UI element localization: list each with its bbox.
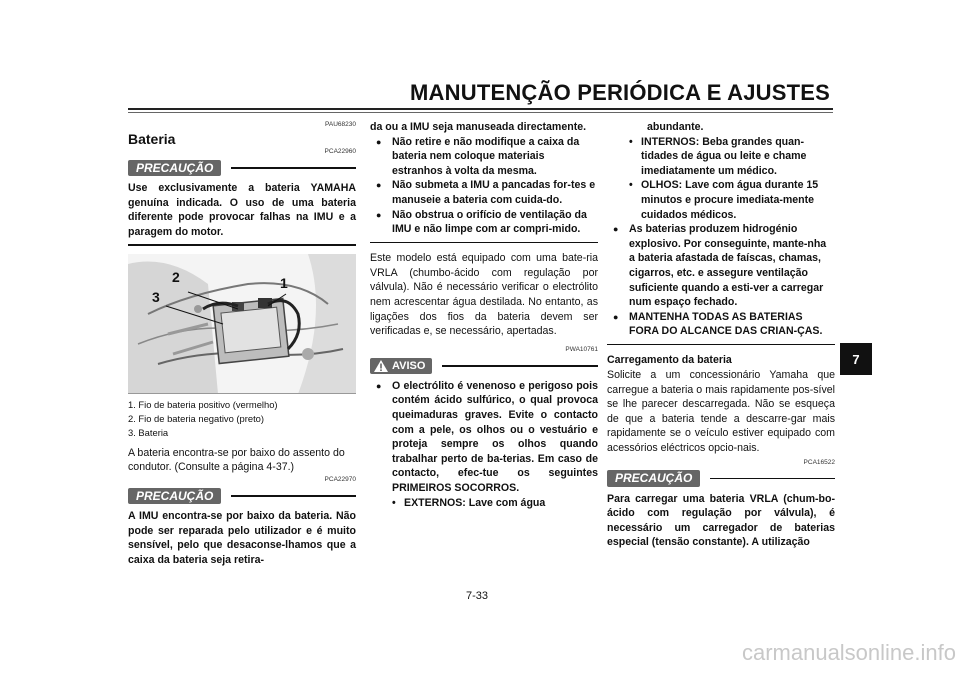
caution-label: PRECAUÇÃO <box>128 160 221 177</box>
reference-code: PWA10761 <box>565 345 598 353</box>
callout-1: 1 <box>280 274 288 291</box>
page-header-title: MANUTENÇÃO PERIÓDICA E AJUSTES <box>410 80 830 105</box>
watermark: carmanualsonline.info <box>741 640 956 665</box>
section-title: Bateria <box>128 131 176 147</box>
reference-code: PAU68230 <box>325 121 356 128</box>
caption-item: 2. Fio de bateria negativo (preto) <box>128 412 265 424</box>
photo-captions <box>128 398 356 440</box>
caution-text: Use exclusivamente a bateria YAMAHA genuína indicada. O uso de uma bateria diferente pode provocar falhas na IMU e a paragem do motor. <box>128 182 356 238</box>
caution-rule <box>710 478 835 480</box>
caption-item: 1. Fio de bateria positivo (vermelho) <box>128 398 278 410</box>
paragraph: Este modelo está equipado com uma bate-ria VRLA (chumbo-ácido com regulação por válvula). Não é necessário verificar o electrólito nem acrescentar água destilada. No entanto, as ligações dos fios da bateria devem ser verificadas e, se necessário, apertadas. <box>370 252 598 338</box>
reference-code: PCA16522 <box>803 458 835 466</box>
reference-code: PCA22970 <box>324 476 356 484</box>
caution-banner <box>607 469 835 489</box>
warning-continuation: abundante. <box>647 121 704 133</box>
warning-bullet: ● MANTENHA TODAS AS BATERIAS FORA DO ALCANCE DAS CRIAN-ÇAS. <box>607 310 835 339</box>
caution-label: PRECAUÇÃO <box>607 470 700 487</box>
caution-rule <box>231 495 356 497</box>
caution-text: A IMU encontra-se por baixo da bateria. Não pode ser reparada pelo utilizador e é muito sensível, pelo que desaconse-lhamos que a caixa da bateria seja retira- <box>128 510 356 566</box>
column-1 <box>128 120 356 567</box>
battery-photo-illustration <box>128 254 356 394</box>
warning-bullet: ● O electrólito é venenoso e perigoso pois contém ácido sulfúrico, o qual provoca queimaduras graves. Evite o contacto com a pele, os olhos ou o vestuário e proteja sempre os olhos quando trabalhar perto de ba-terias. Em caso de contacto, efec-tue os seguintes PRIMEIROS SOCORROS. <box>370 379 598 496</box>
paragraph: Solicite a um concessionário Yamaha que carregue a bateria o mais rapidamente pos-sível se lhe parecer descarregada. Não se esqueça de que a bateria tende a descarre-gar mais rapidamente se o veículo estiver equipado com acessórios eléctricos opcio-nais. <box>607 369 835 454</box>
caution-bullet: ● Não retire e não modifique a caixa da bateria nem coloque materiais estranhos à volta da mesma. <box>370 135 598 179</box>
header-rule <box>128 108 833 110</box>
caution-end-rule <box>128 244 356 246</box>
warning-label: AVISO <box>392 359 426 372</box>
warning-rule <box>442 365 598 367</box>
warning-banner <box>370 356 598 376</box>
subheading: Carregamento da bateria <box>607 354 732 367</box>
caution-rule <box>231 167 356 169</box>
warning-end-rule <box>607 344 835 346</box>
caution-continuation: da ou a IMU seja manuseada directamente. <box>370 121 587 133</box>
caution-banner <box>128 158 356 178</box>
callout-2: 2 <box>172 268 180 285</box>
warning-bullet: ● As baterias produzem hidrogénio explosivo. Por conseguinte, mante-nha a bateria afastada de faíscas, chamas, cigarros, etc. e assegure ventilação suficiente quando a esti-ver a carregar num espaço fechado. <box>607 222 835 310</box>
caution-text: Para carregar uma bateria VRLA (chum-bo-ácido com regulação por válvula), é necessário um carregador de baterias especial (tensão constante). A utilização <box>607 492 835 549</box>
warning-triangle-icon <box>374 360 388 372</box>
warning-sub-bullet: • EXTERNOS: Lave com água <box>370 496 598 511</box>
caution-bullet: ● Não submeta a IMU a pancadas for-tes e manuseie a bateria com cuida-do. <box>370 178 598 207</box>
warning-sub-bullet: • INTERNOS: Beba grandes quan-tidades de água ou leite e chame imediatamente um médico. <box>607 135 835 179</box>
paragraph: A bateria encontra-se por baixo do assento do condutor. (Consulte a página 4-37.) <box>128 446 345 474</box>
caution-bullet: ● Não obstrua o orifício de ventilação da IMU e não limpe com ar compri-mido. <box>370 208 598 237</box>
page-number: 7-33 <box>466 590 489 602</box>
warning-sub-bullet: • OLHOS: Lave com água durante 15 minutos e procure imediata-mente cuidados médicos. <box>607 178 835 222</box>
caution-banner <box>128 486 356 506</box>
caution-label: PRECAUÇÃO <box>128 488 221 505</box>
column-2 <box>370 120 598 510</box>
column-3 <box>607 120 835 550</box>
caution-end-rule <box>370 242 598 244</box>
battery-photo <box>128 254 356 394</box>
reference-code: PCA22960 <box>324 148 356 155</box>
callout-3: 3 <box>152 288 160 305</box>
chapter-tab: 7 <box>840 343 872 375</box>
caption-item: 3. Bateria <box>128 426 169 438</box>
header-rule-thin <box>128 112 833 113</box>
